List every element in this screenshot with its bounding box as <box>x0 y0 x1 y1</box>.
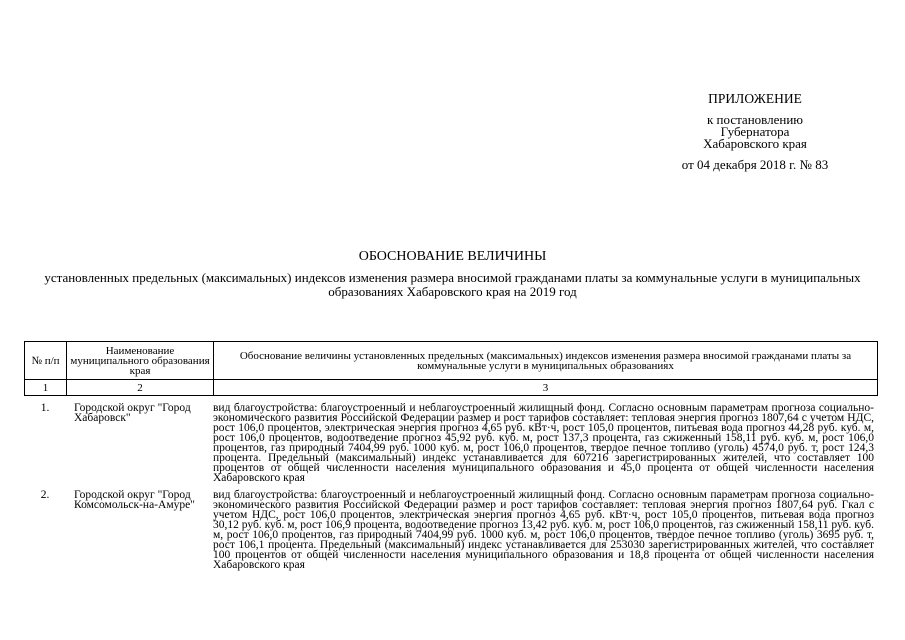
column-number-3: 3 <box>214 380 878 396</box>
row-municipality: Городской округ "Город Хабаровск" <box>74 402 191 424</box>
header-municipality: Наименование муниципального образования края <box>67 342 214 380</box>
document-subtitle: установленных предельных (максимальных) индексов изменения размера вносимой гражданами платы за коммунальные услуги в муниципальных образованиях Хабаровского края на 2019 год <box>44 270 861 299</box>
row-description: вид благоустройства: благоустроенный и неблагоустроенный жилищный фонд. Согласно основным параметрам прогноза социально-экономического развития Российской Федерации размер и рост тарифов составляет: тепловая энергия прогноз 1807,64 руб. Гкал с учетом НДС, рост 106,0 процентов, электрическая энергия прогноз 4,65 руб. кВт·ч, рост 105,0 процентов, питьевая вода прогноз 30,12 руб. куб. м, рост 106,9 процента, водоотведение прогноз 13,42 руб. куб. м, рост 106,0 процентов, газ сжиженный 158,11 руб. куб. м, рост 106,0 процентов, газ природный 7404,99 руб. 1000 куб. м, рост 106,0 процентов, твердое печное топливо (уголь) 3695 руб. т, рост 106,1 процента. Предельный (максимальный) индекс устанавливается для 253030 зарегистрированных жителей, что составляет 100 процентов от общей численности населения муниципального образования и 18,8 процента от общей численности населения Хабаровского края <box>213 489 874 571</box>
appendix-line: Губернатора <box>720 123 790 139</box>
appendix-title: ПРИЛОЖЕНИЕ <box>708 91 802 106</box>
appendix-line: Хабаровского края <box>703 135 807 151</box>
row-municipality: Городской округ "Город Комсомольск-на-Амуре" <box>74 489 195 511</box>
row-number: 2. <box>40 489 50 501</box>
table-body <box>24 403 877 577</box>
table-header <box>24 341 878 396</box>
table-row <box>24 490 877 570</box>
appendix-block <box>640 92 870 171</box>
appendix-line: к постановлению <box>706 111 804 127</box>
table-row <box>24 403 877 483</box>
document-title: ОБОСНОВАНИЕ ВЕЛИЧИНЫ <box>358 249 547 264</box>
column-number-2: 2 <box>67 380 214 396</box>
row-description: вид благоустройства: благоустроенный и неблагоустроенный жилищный фонд. Согласно основным параметрам прогноза социально-экономического развития Российской Федерации размер и рост тарифов составляет: тепловая энергия прогноз 1807,64 с учетом НДС, рост 106,0 процентов, электрическая энергия прогноз 4,65 руб. кВт·ч, рост 105,0 процентов, питьевая вода прогноз 44,28 руб. куб. м, рост 106,0 процентов, водоотведение прогноз 45,92 руб. куб. м, рост 137,3 процента, газ сжиженный 158,11 руб. куб. м, рост 106,0 процентов, газ природный 7404,99 руб. 1000 куб. м, рост 106,0 процентов, твердое печное топливо (уголь) 4574,0 руб. т, рост 124,3 процента. Предельный (максимальный) индекс устанавливается для 607216 зарегистрированных жителей, что составляет 100 процентов от общей численности населения муниципального образования и 45,0 процента от общей численности населения Хабаровского края <box>213 402 874 484</box>
column-number-1: 1 <box>25 380 67 396</box>
decree-date: от 04 декабря 2018 г. № 83 <box>681 156 829 172</box>
header-number: № п/п <box>25 342 67 380</box>
row-number: 1. <box>40 402 50 414</box>
header-justification: Обоснование величины установленных предельных (максимальных) индексов изменения размера вносимой гражданами платы за коммунальные услуги в муниципальных образованиях <box>214 342 878 380</box>
